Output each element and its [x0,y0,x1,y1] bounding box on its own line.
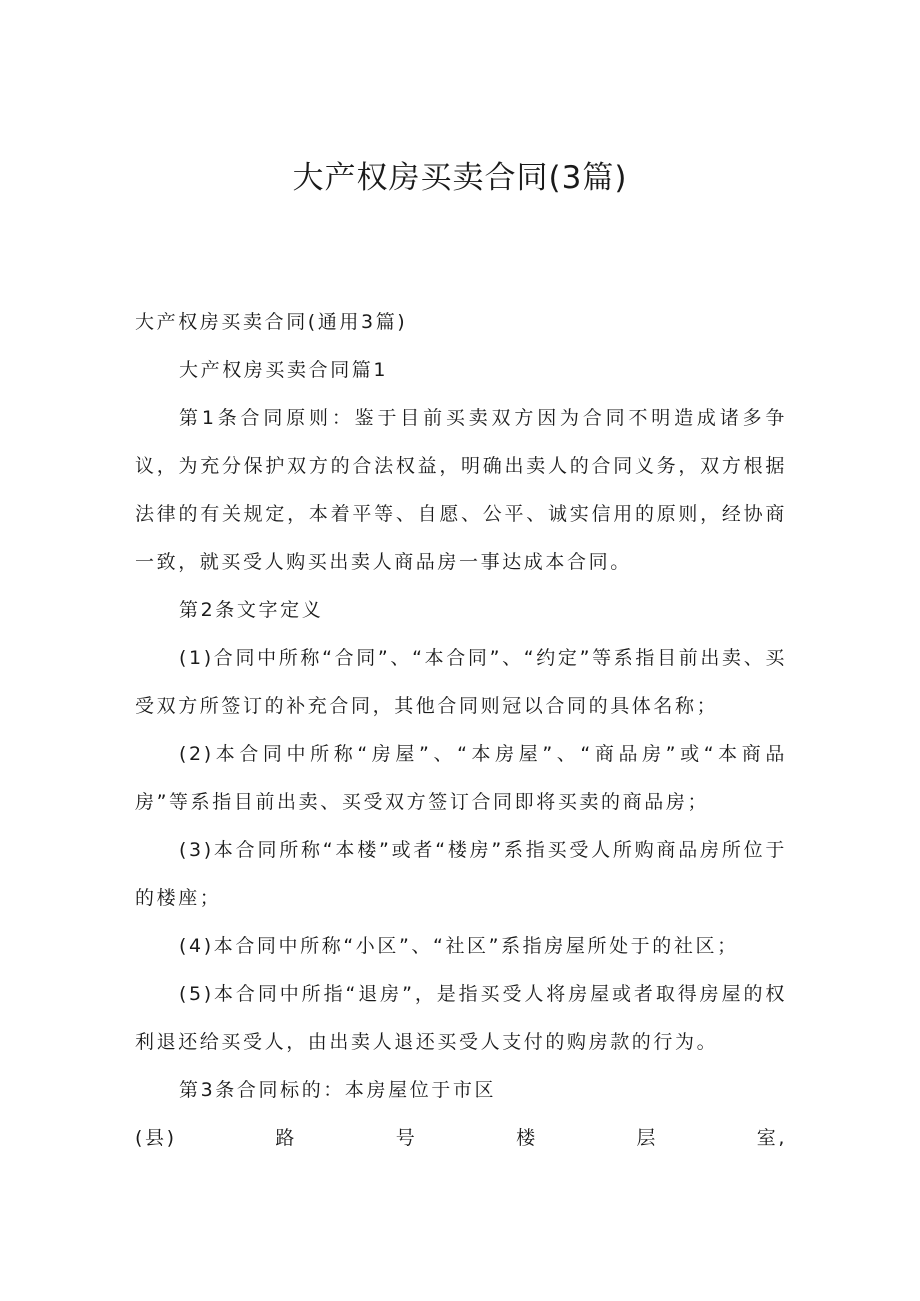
definition-2: (2)本合同中所称“房屋”、“本房屋”、“商品房”或“本商品房”等系指目前出卖、买受双方签订合同即将买卖的商品房； [135,743,787,813]
definition-4: (4)本合同中所称“小区”、“社区”系指房屋所处于的社区； [179,935,739,957]
document-body [135,298,787,1162]
address-number: 号 [395,1127,418,1149]
address-line [135,1114,787,1162]
address-floor: 层 [636,1127,659,1149]
article-3-paragraph: 第3条合同标的：本房屋位于市区 [179,1079,497,1101]
definition-3: (3)本合同所称“本楼”或者“楼房”系指买受人所购商品房所位于的楼座； [135,839,787,909]
article-2-heading: 第2条文字定义 [179,599,324,621]
definition-5: (5)本合同中所指“退房”，是指买受人将房屋或者取得房屋的权利退还给买受人，由出卖人退还买受人支付的购房款的行为。 [135,983,787,1053]
document-title: 大产权房买卖合同(3篇) [292,160,628,196]
address-building: 楼 [516,1127,538,1149]
article-1-paragraph: 第1条合同原则：鉴于目前买卖双方因为合同不明造成诸多争议，为充分保护双方的合法权益，明确出卖人的合同义务，双方根据法律的有关规定，本着平等、自愿、公平、诚实信用的原则，经协商一致，就买受人购买出卖人商品房一事达成本合同。 [135,407,787,573]
address-road: 路 [275,1127,297,1149]
address-room: 室, [756,1127,787,1149]
section-heading: 大产权房买卖合同篇1 [179,359,389,381]
subtitle: 大产权房买卖合同(通用3篇) [135,311,408,333]
definition-1: (1)合同中所称“合同”、“本合同”、“约定”等系指目前出卖、买受双方所签订的补充合同，其他合同则冠以合同的具体名称； [135,647,787,717]
address-county: (县) [135,1127,177,1149]
